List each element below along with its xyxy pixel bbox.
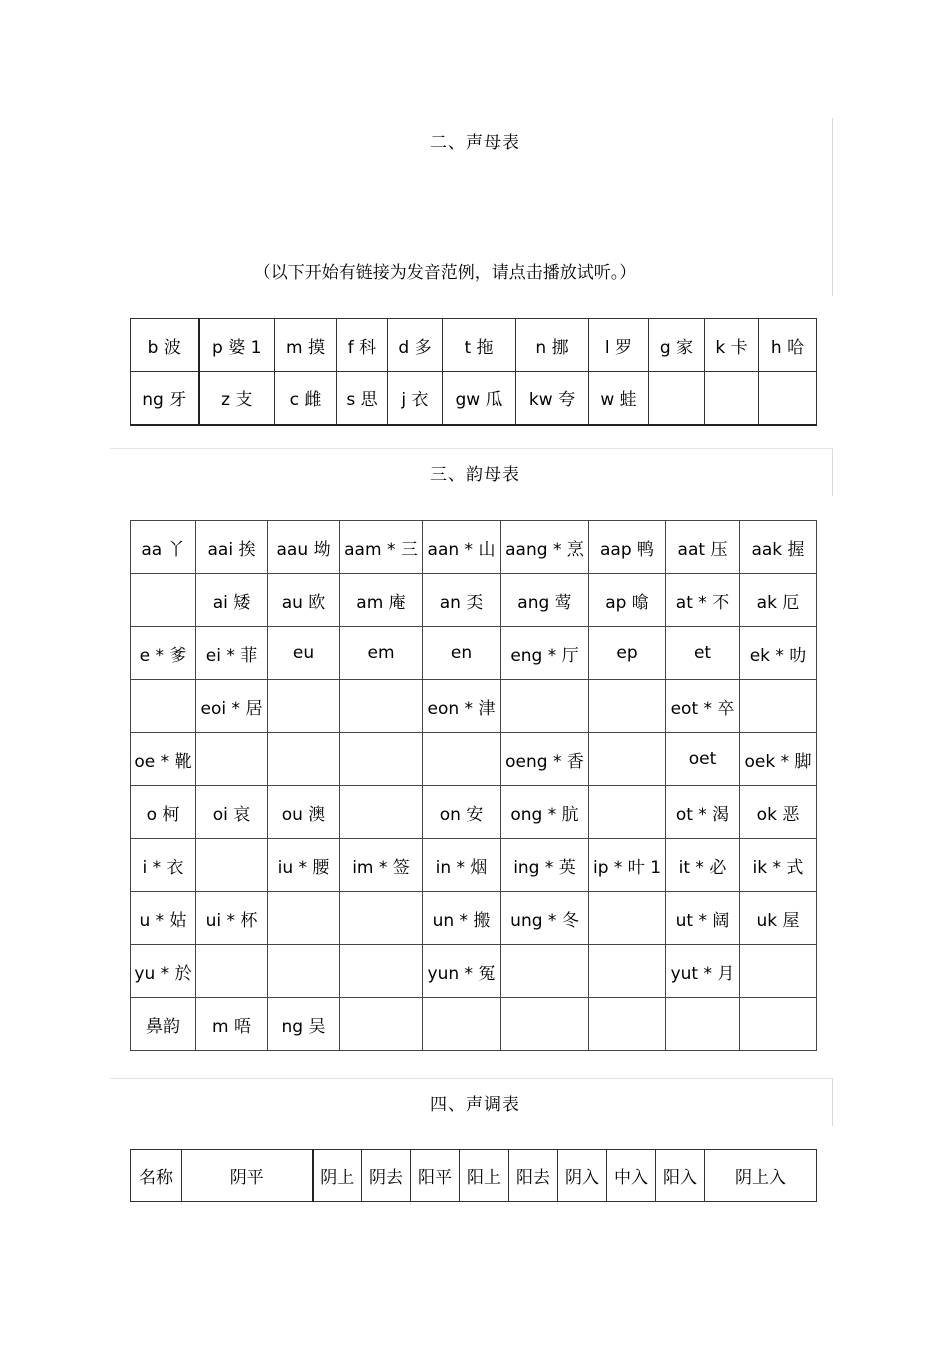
empty-cell — [649, 372, 705, 425]
final-cell[interactable]: aam * 三 — [340, 521, 423, 574]
empty-cell — [589, 680, 666, 733]
final-cell[interactable]: ei * 菲 — [196, 627, 268, 680]
initial-cell[interactable]: m 摸 — [275, 319, 337, 372]
initial-cell[interactable]: j 衣 — [388, 372, 443, 425]
final-cell[interactable]: ap 噏 — [589, 574, 666, 627]
empty-cell — [340, 680, 423, 733]
final-cell[interactable]: o 柯 — [131, 786, 196, 839]
empty-cell — [196, 839, 268, 892]
empty-cell — [589, 733, 666, 786]
final-cell[interactable]: eng * 厅 — [501, 627, 589, 680]
final-cell[interactable]: aa 丫 — [131, 521, 196, 574]
heading-initials: 二、声母表 — [430, 133, 520, 153]
empty-cell — [131, 680, 196, 733]
empty-cell — [196, 733, 268, 786]
initial-cell[interactable]: s 思 — [337, 372, 388, 425]
final-cell[interactable]: oi 哀 — [196, 786, 268, 839]
final-cell[interactable]: aap 鸭 — [589, 521, 666, 574]
table-row — [131, 372, 817, 425]
tone-cell[interactable]: 阴上 — [313, 1150, 362, 1202]
final-cell[interactable]: uk 屋 — [740, 892, 817, 945]
final-cell[interactable]: ek * 叻 — [740, 627, 817, 680]
empty-cell — [705, 372, 759, 425]
tones-table — [130, 1149, 817, 1202]
table-row — [131, 786, 817, 839]
empty-cell — [501, 998, 589, 1051]
table-row — [131, 1150, 817, 1202]
empty-cell — [589, 892, 666, 945]
final-cell[interactable]: ip * 叶 1 — [589, 839, 666, 892]
table-row — [131, 733, 817, 786]
divider-line — [110, 448, 833, 449]
tone-cell[interactable]: 阳去 — [509, 1150, 558, 1202]
empty-cell — [268, 945, 340, 998]
empty-cell — [589, 998, 666, 1051]
final-cell[interactable]: ong * 肮 — [501, 786, 589, 839]
empty-cell — [666, 998, 740, 1051]
table-row — [131, 998, 817, 1051]
final-cell[interactable]: oeng * 香 — [501, 733, 589, 786]
final-cell[interactable]: en — [423, 627, 501, 680]
final-cell[interactable]: ut * 阔 — [666, 892, 740, 945]
empty-cell — [268, 733, 340, 786]
table-row — [131, 627, 817, 680]
final-cell[interactable]: aan * 山 — [423, 521, 501, 574]
empty-cell — [589, 786, 666, 839]
initial-cell[interactable]: g 家 — [649, 319, 705, 372]
table-row — [131, 892, 817, 945]
final-cell[interactable]: at * 不 — [666, 574, 740, 627]
initial-cell[interactable]: l 罗 — [589, 319, 649, 372]
table-row — [131, 839, 817, 892]
initial-cell[interactable]: d 多 — [388, 319, 443, 372]
initial-cell[interactable]: z 支 — [199, 372, 275, 425]
final-cell[interactable]: aat 压 — [666, 521, 740, 574]
empty-cell — [501, 680, 589, 733]
tone-cell[interactable]: 中入 — [607, 1150, 656, 1202]
final-cell[interactable]: eon * 津 — [423, 680, 501, 733]
final-cell[interactable]: ou 澳 — [268, 786, 340, 839]
final-cell[interactable]: on 安 — [423, 786, 501, 839]
final-cell[interactable]: ai 矮 — [196, 574, 268, 627]
table-row — [131, 574, 817, 627]
heading-finals: 三、韵母表 — [430, 465, 520, 485]
initial-cell[interactable]: k 卡 — [705, 319, 759, 372]
final-cell[interactable]: in * 烟 — [423, 839, 501, 892]
final-cell[interactable]: yut * 月 — [666, 945, 740, 998]
initial-cell[interactable]: n 挪 — [516, 319, 589, 372]
final-cell[interactable]: eoi * 居 — [196, 680, 268, 733]
empty-cell — [131, 574, 196, 627]
tone-cell[interactable]: 阴入 — [558, 1150, 607, 1202]
initial-cell[interactable]: kw 夸 — [516, 372, 589, 425]
final-cell[interactable]: m 唔 — [196, 998, 268, 1051]
initial-cell[interactable]: w 蛙 — [589, 372, 649, 425]
final-cell[interactable]: oek * 脚 — [740, 733, 817, 786]
finals-table — [130, 520, 817, 1051]
initial-cell[interactable]: t 拖 — [443, 319, 516, 372]
tone-cell[interactable]: 阳上 — [460, 1150, 509, 1202]
final-cell[interactable]: e * 爹 — [131, 627, 196, 680]
empty-cell — [740, 998, 817, 1051]
table-row — [131, 680, 817, 733]
final-cell[interactable]: oe * 靴 — [131, 733, 196, 786]
tone-cell[interactable]: 阴平 — [182, 1150, 313, 1202]
tone-name-label: 名称 — [131, 1150, 182, 1202]
final-cell[interactable]: am 庵 — [340, 574, 423, 627]
initial-cell[interactable]: f 科 — [337, 319, 388, 372]
divider-line — [110, 1078, 833, 1079]
table-row — [131, 521, 817, 574]
empty-cell — [196, 945, 268, 998]
final-cell[interactable]: em — [340, 627, 423, 680]
final-cell[interactable]: aak 握 — [740, 521, 817, 574]
final-cell[interactable]: im * 签 — [340, 839, 423, 892]
final-cell[interactable]: ak 厄 — [740, 574, 817, 627]
empty-cell — [340, 786, 423, 839]
final-cell[interactable]: iu * 腰 — [268, 839, 340, 892]
final-cell[interactable]: 鼻韵 — [131, 998, 196, 1051]
empty-cell — [740, 680, 817, 733]
empty-cell — [740, 945, 817, 998]
initial-cell[interactable]: gw 瓜 — [443, 372, 516, 425]
final-cell[interactable]: ep — [589, 627, 666, 680]
initial-cell[interactable]: c 雌 — [275, 372, 337, 425]
empty-cell — [340, 945, 423, 998]
empty-cell — [340, 892, 423, 945]
empty-cell — [501, 945, 589, 998]
initial-cell[interactable]: h 哈 — [759, 319, 817, 372]
initial-cell[interactable]: b 波 — [131, 319, 199, 372]
empty-cell — [268, 892, 340, 945]
final-cell[interactable]: an 奀 — [423, 574, 501, 627]
final-cell[interactable]: oet — [666, 733, 740, 786]
empty-cell — [423, 733, 501, 786]
initials-table — [130, 318, 817, 426]
final-cell[interactable]: i * 衣 — [131, 839, 196, 892]
final-cell[interactable]: au 欧 — [268, 574, 340, 627]
final-cell[interactable]: ok 恶 — [740, 786, 817, 839]
empty-cell — [268, 680, 340, 733]
empty-cell — [340, 733, 423, 786]
final-cell[interactable]: aai 挨 — [196, 521, 268, 574]
final-cell[interactable]: u * 姑 — [131, 892, 196, 945]
final-cell[interactable]: et — [666, 627, 740, 680]
tone-cell[interactable]: 阴去 — [362, 1150, 411, 1202]
empty-cell — [589, 945, 666, 998]
final-cell[interactable]: ung * 冬 — [501, 892, 589, 945]
final-cell[interactable]: ing * 英 — [501, 839, 589, 892]
empty-cell — [423, 998, 501, 1051]
heading-tones: 四、声调表 — [430, 1095, 520, 1115]
initial-cell[interactable]: p 婆 1 — [199, 319, 275, 372]
final-cell[interactable]: yu * 於 — [131, 945, 196, 998]
empty-cell — [759, 372, 817, 425]
table-row — [131, 319, 817, 372]
final-cell[interactable]: ui * 杯 — [196, 892, 268, 945]
final-cell[interactable]: ang 莺 — [501, 574, 589, 627]
tone-cell[interactable]: 阴上入 — [705, 1150, 817, 1202]
final-cell[interactable]: eot * 卒 — [666, 680, 740, 733]
final-cell[interactable]: ot * 渴 — [666, 786, 740, 839]
final-cell[interactable]: un * 搬 — [423, 892, 501, 945]
final-cell[interactable]: it * 必 — [666, 839, 740, 892]
final-cell[interactable]: eu — [268, 627, 340, 680]
tone-cell[interactable]: 阳入 — [656, 1150, 705, 1202]
final-cell[interactable]: ng 吴 — [268, 998, 340, 1051]
empty-cell — [340, 998, 423, 1051]
final-cell[interactable]: aang * 烹 — [501, 521, 589, 574]
final-cell[interactable]: yun * 冤 — [423, 945, 501, 998]
final-cell[interactable]: aau 坳 — [268, 521, 340, 574]
pronunciation-note: （以下开始有链接为发音范例，请点击播放试听。） — [253, 263, 637, 283]
final-cell[interactable]: ik * 式 — [740, 839, 817, 892]
initial-cell[interactable]: ng 牙 — [131, 372, 199, 425]
table-row — [131, 945, 817, 998]
tone-cell[interactable]: 阳平 — [411, 1150, 460, 1202]
